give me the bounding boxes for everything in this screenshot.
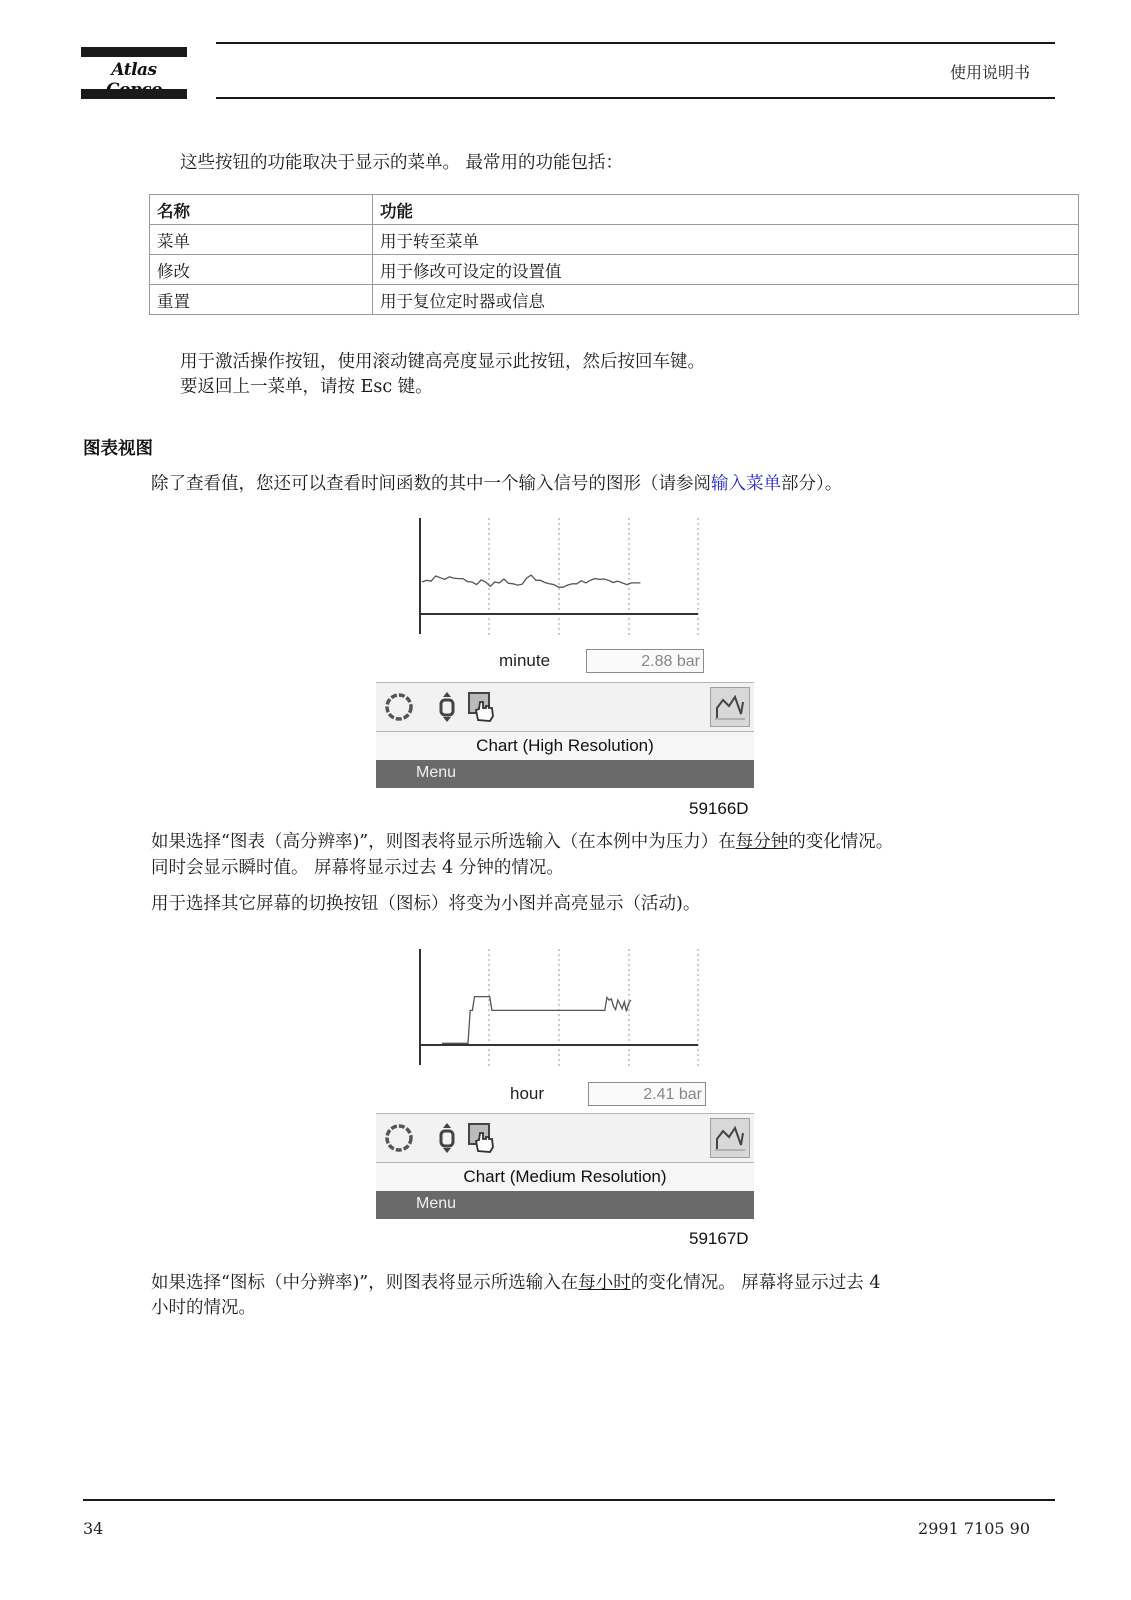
desc-underlined: 每分钟: [735, 832, 789, 852]
desc-tail: 的变化情况。 屏幕将显示过去 4: [630, 1273, 881, 1293]
screen-title: Chart (High Resolution): [376, 732, 754, 760]
chart-mode-button[interactable]: [710, 1118, 750, 1158]
logo-top-bar: [81, 47, 187, 57]
scroll-arrows-icon[interactable]: [430, 690, 464, 724]
table-cell-name: 菜单: [150, 225, 373, 255]
atlas-copco-logo: [81, 47, 187, 99]
instant-value-box: 2.88 bar: [586, 649, 704, 673]
hour-description-line-1: [151, 1272, 880, 1294]
menu-bar[interactable]: [376, 1191, 754, 1219]
hand-pointer-icon[interactable]: [466, 1121, 500, 1155]
table-cell-name: 重置: [150, 285, 373, 315]
header-title: 使用说明书: [949, 63, 1030, 82]
desc-tail: 的变化情况。: [788, 832, 894, 852]
activate-line-2: 要返回上一菜单，请按 Esc 键。: [180, 377, 433, 397]
logo-wordmark: Atlas: [111, 60, 157, 80]
section-intro: [151, 473, 842, 495]
desc-text: 如果选择“图标（中分辨率)”，则图表将显示所选输入在: [151, 1273, 579, 1293]
table-cell-name: 修改: [150, 255, 373, 285]
circle-icon[interactable]: [382, 1121, 416, 1155]
circle-icon[interactable]: [382, 690, 416, 724]
function-table: [149, 194, 1079, 315]
intro-text: 这些按钮的功能取决于显示的菜单。 最常用的功能包括：: [180, 153, 624, 173]
screen-icon-bar: [376, 1113, 754, 1163]
chart-mode-icon: [711, 1119, 749, 1157]
section-intro-tail: 部分）。: [781, 474, 843, 494]
table-row: [150, 285, 1079, 315]
header-rule-top: [216, 42, 1055, 44]
section-heading: 图表视图: [83, 439, 153, 459]
table-row: [150, 255, 1079, 285]
minute-description-line-1: [151, 831, 893, 853]
desc-text: 如果选择“图表（高分辨率)”，则图表将显示所选输入（在本例中为压力）在: [151, 832, 736, 852]
input-menu-link[interactable]: 输入菜单: [711, 474, 781, 494]
logo-bottom-bar: [81, 89, 187, 99]
section-intro-text: 除了查看值，您还可以查看时间函数的其中一个输入信号的图形（请参阅: [151, 474, 711, 494]
series-line: [442, 997, 631, 1044]
table-cell-function: 用于修改可设定的设置值: [373, 255, 1079, 285]
menu-label: Menu: [416, 764, 457, 781]
desc-underlined: 每小时: [578, 1273, 631, 1293]
minute-description-line-2: 同时会显示瞬时值。 屏幕将显示过去 4 分钟的情况。: [151, 858, 564, 878]
table-header-name: 名称: [150, 195, 373, 225]
controller-screen-hour: [376, 937, 754, 1219]
table-cell-function: 用于转至菜单: [373, 225, 1079, 255]
document-number: 2991 7105 90: [918, 1519, 1030, 1538]
table-header-row: [150, 195, 1079, 225]
chart-x-unit-label: minute: [499, 651, 551, 670]
activate-line-1: 用于激活操作按钮，使用滚动键高亮度显示此按钮，然后按回车键。: [180, 352, 705, 372]
footer-rule: [83, 1499, 1055, 1501]
menu-label: Menu: [416, 1195, 457, 1212]
table-header-function: 功能: [373, 195, 1079, 225]
chart-mode-icon: [711, 688, 749, 726]
instant-value-box: 2.41 bar: [588, 1082, 706, 1106]
page-number: 34: [83, 1519, 104, 1538]
screen-icon-bar: [376, 682, 754, 732]
chart-mode-button[interactable]: [710, 687, 750, 727]
toggle-description: 用于选择其它屏幕的切换按钮（图标）将变为小图并高亮显示（活动)。: [151, 894, 701, 914]
table-cell-function: 用于复位定时器或信息: [373, 285, 1079, 315]
header-rule-bottom: [216, 97, 1055, 99]
chart-x-unit-label: hour: [510, 1084, 545, 1103]
screen-title: Chart (Medium Resolution): [376, 1163, 754, 1191]
hour-description-line-2: 小时的情况。: [151, 1298, 256, 1318]
series-line: [422, 575, 640, 587]
controller-screen-minute: [376, 506, 754, 788]
table-row: [150, 225, 1079, 255]
menu-bar[interactable]: [376, 760, 754, 788]
scroll-arrows-icon[interactable]: [430, 1121, 464, 1155]
figure-number: 59167D: [689, 1229, 749, 1248]
figure-number: 59166D: [689, 799, 749, 818]
hand-pointer-icon[interactable]: [466, 690, 500, 724]
